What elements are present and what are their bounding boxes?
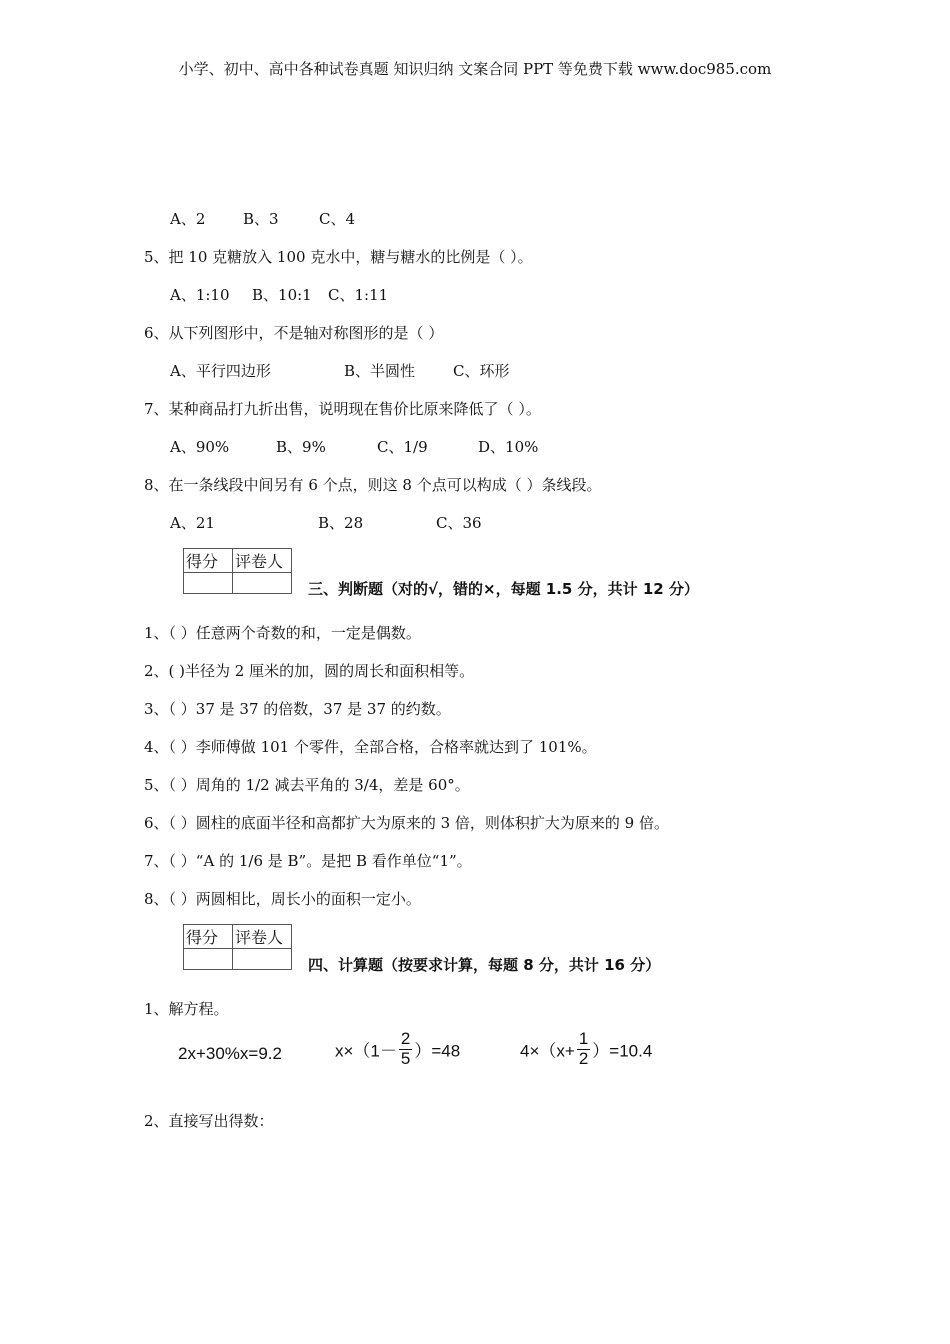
section-3-title: 三、判断题（对的√，错的×，每题 1.5 分，共计 12 分） xyxy=(308,580,699,598)
calc-question-1: 1、解方程。 xyxy=(144,1000,229,1018)
score-label: 得分 xyxy=(184,925,233,949)
equation-1: 2x+30%x=9.2 xyxy=(178,1044,282,1063)
denominator: 5 xyxy=(400,1048,411,1068)
grader-label: 评卷人 xyxy=(233,925,292,949)
option: A、2 xyxy=(170,210,206,228)
option: B、28 xyxy=(318,514,364,532)
fraction xyxy=(577,1030,590,1068)
q5-options xyxy=(170,284,388,305)
option: B、3 xyxy=(243,210,279,228)
section-4-title: 四、计算题（按要求计算，每题 8 分，共计 16 分） xyxy=(308,956,661,974)
judge-item-6: 6、（ ）圆柱的底面半径和高都扩大为原来的 3 倍，则体积扩大为原来的 9 倍。 xyxy=(144,814,669,832)
score-cell xyxy=(184,573,233,594)
grader-cell xyxy=(233,949,292,970)
option: A、平行四边形 xyxy=(170,362,271,380)
judge-item-2: 2、( )半径为 2 厘米的加，圆的周长和面积相等。 xyxy=(144,662,475,680)
grader-cell xyxy=(233,573,292,594)
option: B、10:1 xyxy=(252,286,312,304)
judge-item-4: 4、（ ）李师傅做 101 个零件，全部合格，合格率就达到了 101%。 xyxy=(144,738,597,756)
option: D、10% xyxy=(478,438,539,456)
score-box-section-3 xyxy=(183,548,292,594)
judge-item-5: 5、（ ）周角的 1/2 减去平角的 3/4，差是 60°。 xyxy=(144,776,470,794)
q4-options xyxy=(170,208,355,229)
option: B、半圆性 xyxy=(344,362,416,380)
page-header: 小学、初中、高中各种试卷真题 知识归纳 文案合同 PPT 等免费下载 www.doc985.com xyxy=(178,60,772,78)
score-label: 得分 xyxy=(184,549,233,573)
score-box-section-4 xyxy=(183,924,292,970)
equation-2 xyxy=(335,1030,460,1068)
equation-3 xyxy=(520,1030,652,1068)
eq2-post: ）=48 xyxy=(414,1041,461,1061)
score-cell xyxy=(184,949,233,970)
grader-label: 评卷人 xyxy=(233,549,292,573)
eq2-pre: x×（1－ xyxy=(335,1041,397,1061)
option: A、1:10 xyxy=(170,286,230,304)
judge-item-1: 1、（ ）任意两个奇数的和，一定是偶数。 xyxy=(144,624,421,642)
question-5: 5、把 10 克糖放入 100 克水中，糖与糖水的比例是（ ）。 xyxy=(144,248,533,266)
question-8: 8、在一条线段中间另有 6 个点，则这 8 个点可以构成（ ）条线段。 xyxy=(144,476,602,494)
option: C、36 xyxy=(436,514,482,532)
numerator: 2 xyxy=(400,1029,411,1048)
option: A、21 xyxy=(170,514,215,532)
eq3-post: ）=10.4 xyxy=(592,1041,653,1061)
option: C、1/9 xyxy=(377,438,428,456)
q6-options xyxy=(170,360,509,381)
judge-item-3: 3、（ ）37 是 37 的倍数，37 是 37 的约数。 xyxy=(144,700,451,718)
judge-item-7: 7、（ ）“A 的 1/6 是 B”。是把 B 看作单位“1”。 xyxy=(144,852,472,870)
option: B、9% xyxy=(276,438,326,456)
numerator: 1 xyxy=(578,1029,589,1048)
denominator: 2 xyxy=(578,1048,589,1068)
option: C、环形 xyxy=(453,362,510,380)
question-7: 7、某种商品打九折出售，说明现在售价比原来降低了（ ）。 xyxy=(144,400,541,418)
judge-item-8: 8、（ ）两圆相比，周长小的面积一定小。 xyxy=(144,890,421,908)
option: C、1:11 xyxy=(328,286,389,304)
question-6: 6、从下列图形中，不是轴对称图形的是（ ） xyxy=(144,324,444,342)
calc-question-2: 2、直接写出得数： xyxy=(144,1112,274,1130)
option: A、90% xyxy=(170,438,230,456)
q7-options xyxy=(170,436,538,457)
q8-options xyxy=(170,512,482,533)
eq3-pre: 4×（x+ xyxy=(520,1041,575,1061)
fraction xyxy=(399,1030,412,1068)
option: C、4 xyxy=(319,210,356,228)
